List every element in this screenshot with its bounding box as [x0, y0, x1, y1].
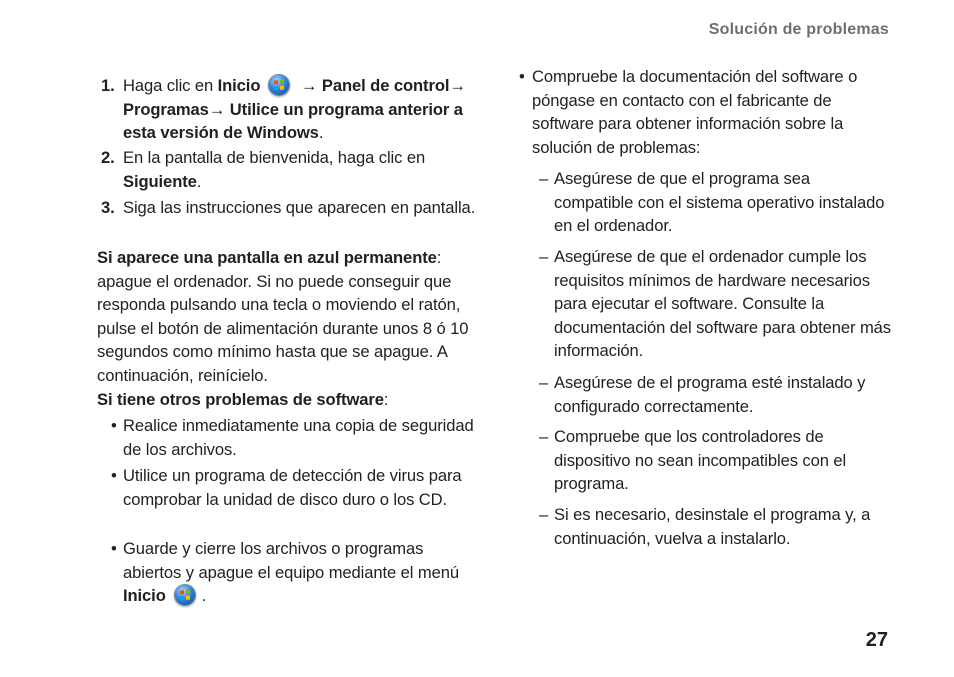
- other-problems-heading: Si tiene otros problemas de software: [97, 390, 384, 409]
- bullet-text: Compruebe la documentación del software o póngase en contacto con el fabricante de software para obtener información sobre la solución de problemas:: [532, 67, 858, 157]
- menu-path: Panel de control→ Programas→ Utilice un programa anterior a esta versión de Windows: [123, 76, 466, 142]
- step-1: [97, 74, 479, 145]
- blue-screen-colon: :: [436, 248, 442, 267]
- step-end: .: [196, 171, 202, 191]
- bullet-text: Utilice un programa de detección de virus para comprobar la unidad de disco duro o los CD.: [123, 466, 462, 509]
- dash-glyph: –: [539, 373, 549, 392]
- sub-list-item: [519, 245, 891, 363]
- sub-list-item: [519, 503, 891, 550]
- bullet-text: Realice inmediatamente una copia de seguridad de los archivos.: [123, 416, 474, 459]
- bullet-text: Guarde y cierre los archivos o programas abiertos y apague el equipo mediante el menú: [123, 539, 460, 582]
- list-item: [97, 537, 479, 608]
- step-number: 2.: [101, 148, 115, 167]
- sub-list-item: [519, 371, 891, 418]
- blue-screen-paragraph: [97, 246, 479, 387]
- sub-item-text: Si es necesario, desinstale el programa y, a continuación, vuelva a instalarlo.: [554, 505, 871, 548]
- start-label: Inicio: [123, 586, 166, 605]
- windows-start-icon: [268, 74, 290, 96]
- list-item: [519, 65, 891, 159]
- step-text: Siga las instrucciones que aparecen en pantalla.: [123, 198, 476, 217]
- sub-list-item: [519, 425, 891, 496]
- arrow-text: →: [296, 76, 322, 95]
- section-header: Solución de problemas: [708, 21, 889, 38]
- step-number: 3.: [101, 198, 115, 217]
- step-number: 1.: [101, 76, 115, 95]
- dash-glyph: –: [539, 427, 549, 446]
- step-text: Haga clic en: [123, 76, 218, 95]
- dash-glyph: –: [539, 505, 549, 524]
- dash-glyph: –: [539, 169, 549, 188]
- sub-item-text: Compruebe que los controladores de dispositivo no sean incompatibles con el programa.: [554, 427, 847, 493]
- bullet-glyph: •: [519, 67, 525, 86]
- list-item: [97, 464, 479, 511]
- sub-item-text: Asegúrese de que el ordenador cumple los requisitos mínimos de hardware necesarios para ejecutar el software. Consulte la documentación del software para obtener más información.: [554, 247, 891, 360]
- list-item: [97, 414, 479, 461]
- bullet-end: .: [201, 586, 207, 605]
- start-label: Inicio: [217, 76, 261, 95]
- sub-item-text: Asegúrese de el programa esté instalado y configurado correctamente.: [554, 373, 866, 416]
- windows-start-icon: [174, 584, 196, 606]
- other-problems-colon: :: [383, 390, 389, 409]
- step-3: [97, 196, 479, 220]
- other-problems-heading-line: [97, 388, 479, 412]
- blue-screen-heading: Si aparece una pantalla en azul permanente: [97, 248, 437, 267]
- dash-glyph: –: [539, 247, 549, 266]
- page-number: 27: [865, 629, 888, 651]
- bullet-glyph: •: [111, 416, 117, 435]
- bullet-glyph: •: [111, 466, 117, 485]
- sub-item-text: Asegúrese de que el programa sea compatible con el sistema operativo instalado en el ordenador.: [554, 169, 885, 235]
- step-text: En la pantalla de bienvenida, haga clic en: [123, 148, 426, 167]
- bullet-glyph: •: [111, 539, 117, 558]
- sub-list-item: [519, 167, 891, 238]
- step-end: .: [318, 123, 324, 142]
- next-label: Siguiente: [123, 171, 197, 191]
- step-2: [97, 146, 479, 193]
- blue-screen-body: apague el ordenador. Si no puede conseguir que responda pulsando una tecla o moviendo el ratón, pulse el botón de alimentación durante unos 8 ó 10 segundos como mínimo hasta que se apague. A continuación, reinícielo.: [97, 271, 469, 385]
